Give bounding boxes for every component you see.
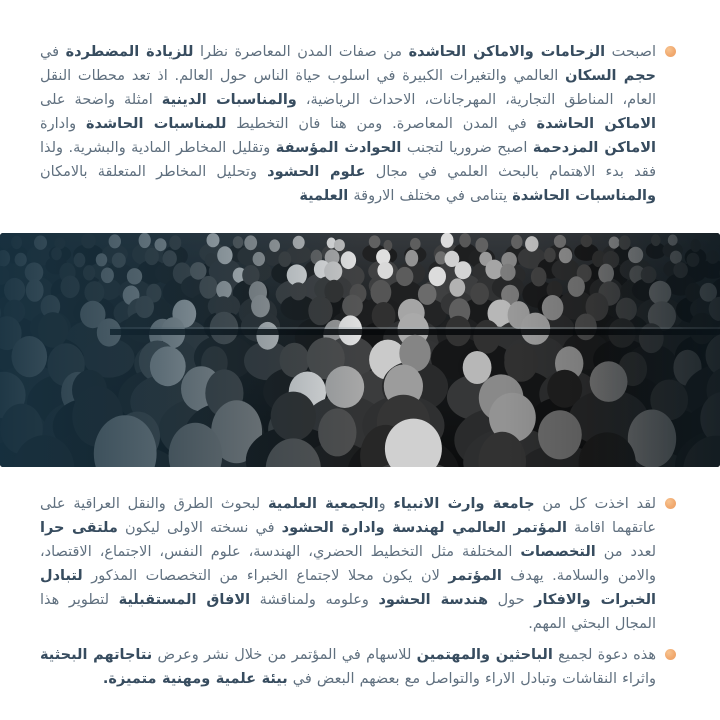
crowd-photo bbox=[0, 233, 720, 467]
bullet-icon bbox=[665, 498, 676, 509]
invitation-paragraph bbox=[40, 643, 676, 691]
bullet-icon bbox=[665, 46, 676, 57]
organizers-paragraph bbox=[40, 492, 676, 636]
intro-text: اصبحت الزحامات والاماكن الحاشدة من صفات المدن المعاصرة نظرا للزيادة المضطردة في حجم السكان العالمي والتغيرات الكبيرة في اسلوب حياة الناس حول العالم. اذ تعد محطات النقل العام، المناطق التجارية، المهرجانات، الاحداث الرياضية، والمناسبات الدينية امثلة واضحة على الاماكن الحاشدة في المدن المعاصرة. ومن هنا فان التخطيط للمناسبات الحاشدة وادارة الاماكن المزدحمة اصبح ضروريا لتجنب الحوادث المؤسفة وتقليل المخاطر المادية والبشرية. ولذا فقد بدء الاهتمام بالبحث العلمي في مجال علوم الحشود وتحليل المخاطر المتعلقة بالامكان والمناسبات الحاشدة يتنامى في مختلف الاروقة العلمية bbox=[40, 44, 657, 204]
intro-paragraph bbox=[40, 40, 676, 208]
crowd-illustration bbox=[0, 233, 720, 467]
organizers-text: لقد اخذت كل من جامعة وارث الانبياء والجمعية العلمية لبحوث الطرق والنقل العراقية على عاتقهما اقامة المؤتمر العالمي لهندسة وادارة الحشود في نسخته الاولى ليكون ملتقى حرا لعدد من التخصصات المختلفة مثل التخطيط الحضري، الهندسة، علوم النفس، الاجتماع، الاقتصاد، والامن والسلامة. يهدف المؤتمر لان يكون محلا لاجتماع الخبراء من التخصصات المذكور لتبادل الخبرات والافكار حول هندسة الحشود وعلومه ولمناقشة الافاق المستقبلية لتطوير هذا المجال البحثي المهم. bbox=[40, 496, 656, 632]
bullet-icon bbox=[665, 649, 676, 660]
invitation-text: هذه دعوة لجميع الباحثين والمهتمين للاسهام في المؤتمر من خلال نشر وعرض نتاجاتهم البحثية واثراء النقاشات وتبادل الاراء والتواصل مع بعضهم البعض في بيئة علمية ومهنية متميزة. bbox=[40, 647, 656, 687]
